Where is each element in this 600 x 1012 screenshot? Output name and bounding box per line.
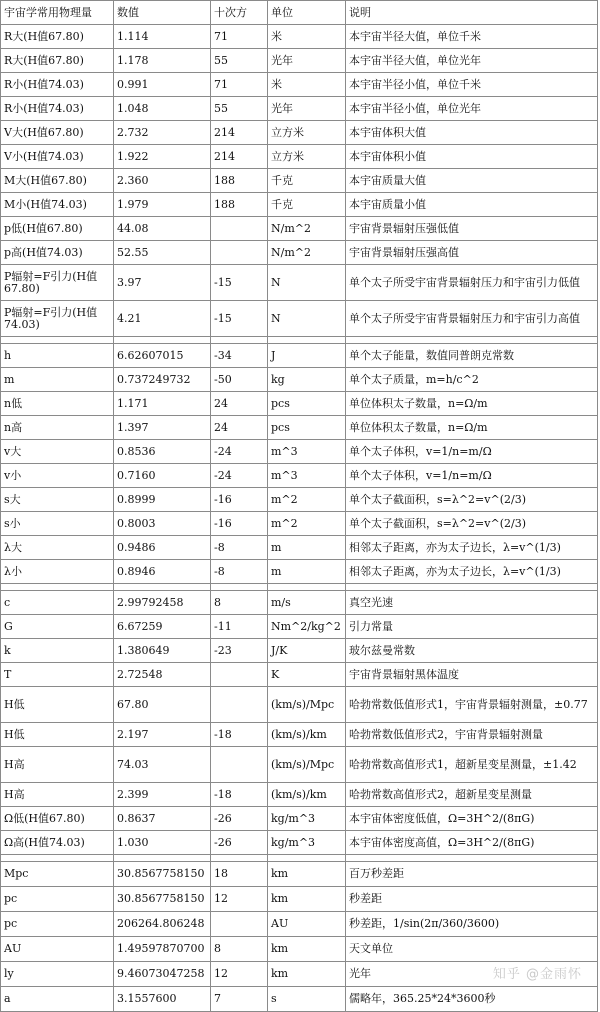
unit-cell: J/K (268, 639, 346, 663)
unit-cell: m (268, 560, 346, 584)
quantity-cell: pc (1, 887, 114, 912)
value-cell: 52.55 (114, 241, 211, 265)
description-cell: 宇宙背景辐射黑体温度 (346, 663, 598, 687)
unit-cell: kg/m^3 (268, 807, 346, 831)
value-cell: 2.197 (114, 723, 211, 747)
table-row (1, 807, 598, 831)
table-row (1, 783, 598, 807)
value-cell: 2.72548 (114, 663, 211, 687)
section-separator (1, 337, 598, 344)
table-row (1, 416, 598, 440)
unit-cell: 立方米 (268, 121, 346, 145)
description-cell: 秒差距，1/sin(2π/360/3600) (346, 912, 598, 937)
value-cell: 0.8536 (114, 440, 211, 464)
value-cell: 0.8003 (114, 512, 211, 536)
unit-cell: km (268, 862, 346, 887)
table-row (1, 25, 598, 49)
quantity-cell: k (1, 639, 114, 663)
quantity-cell: G (1, 615, 114, 639)
quantity-cell: AU (1, 937, 114, 962)
table-row (1, 723, 598, 747)
exponent-cell: -18 (211, 783, 268, 807)
value-cell: 1.048 (114, 97, 211, 121)
table-row (1, 560, 598, 584)
unit-cell: kg (268, 368, 346, 392)
table-row (1, 97, 598, 121)
value-cell: 30.8567758150 (114, 862, 211, 887)
quantity-cell: a (1, 987, 114, 1012)
value-cell: 206264.806248 (114, 912, 211, 937)
quantity-cell: Ω高(H值74.03) (1, 831, 114, 855)
unit-cell: (km/s)/km (268, 783, 346, 807)
quantity-cell: n高 (1, 416, 114, 440)
description-cell: 单个太子所受宇宙背景辐射压力和宇宙引力低值 (346, 265, 598, 301)
quantity-cell: H低 (1, 687, 114, 723)
unit-cell: (km/s)/km (268, 723, 346, 747)
unit-cell: AU (268, 912, 346, 937)
separator-cell (211, 855, 268, 862)
quantity-cell: Ω低(H值67.80) (1, 807, 114, 831)
value-cell: 2.399 (114, 783, 211, 807)
value-cell: 0.9486 (114, 536, 211, 560)
exponent-cell: 214 (211, 145, 268, 169)
watermark-text: 知乎 @金雨怀 (492, 967, 582, 982)
quantity-cell: H低 (1, 723, 114, 747)
value-cell: 2.99792458 (114, 591, 211, 615)
description-cell: 单个太子体积，v=1/n=m/Ω (346, 440, 598, 464)
quantity-cell: s大 (1, 488, 114, 512)
separator-cell (346, 855, 598, 862)
value-cell: 0.8946 (114, 560, 211, 584)
header-row (1, 1, 598, 25)
table-row (1, 169, 598, 193)
exponent-cell: 7 (211, 987, 268, 1012)
description-cell: 本宇宙质量大值 (346, 169, 598, 193)
quantity-cell: V大(H值67.80) (1, 121, 114, 145)
description-cell: 引力常量 (346, 615, 598, 639)
table-row (1, 73, 598, 97)
exponent-cell: -8 (211, 536, 268, 560)
exponent-cell (211, 747, 268, 783)
unit-cell: 米 (268, 25, 346, 49)
description-cell: 宇宙背景辐射压强低值 (346, 217, 598, 241)
value-cell: 0.991 (114, 73, 211, 97)
exponent-cell: 188 (211, 193, 268, 217)
quantity-cell: pc (1, 912, 114, 937)
table-row (1, 831, 598, 855)
exponent-cell: -23 (211, 639, 268, 663)
exponent-cell: 55 (211, 97, 268, 121)
table-row (1, 591, 598, 615)
quantity-cell: R大(H值67.80) (1, 25, 114, 49)
value-cell: 1.380649 (114, 639, 211, 663)
description-cell: 本宇宙体积大值 (346, 121, 598, 145)
table-row (1, 217, 598, 241)
table-row (1, 639, 598, 663)
unit-cell: N (268, 301, 346, 337)
header-unit: 单位 (268, 1, 346, 25)
quantity-cell: T (1, 663, 114, 687)
unit-cell: m/s (268, 591, 346, 615)
value-cell: 3.97 (114, 265, 211, 301)
value-cell: 0.8637 (114, 807, 211, 831)
separator-cell (346, 584, 598, 591)
quantity-cell: v小 (1, 464, 114, 488)
quantity-cell: R大(H值67.80) (1, 49, 114, 73)
value-cell: 67.80 (114, 687, 211, 723)
unit-cell: s (268, 987, 346, 1012)
description-cell: 本宇宙体密度高值，Ω=3H^2/(8πG) (346, 831, 598, 855)
exponent-cell: -16 (211, 512, 268, 536)
table-body (1, 25, 598, 1012)
table-row (1, 145, 598, 169)
table-row (1, 488, 598, 512)
quantity-cell: V小(H值74.03) (1, 145, 114, 169)
table-row (1, 464, 598, 488)
table-row (1, 193, 598, 217)
table-row (1, 440, 598, 464)
table-row (1, 937, 598, 962)
description-cell: 儒略年，365.25*24*3600秒 (346, 987, 598, 1012)
description-cell: 单个太子截面积，s=λ^2=v^(2/3) (346, 512, 598, 536)
separator-cell (211, 584, 268, 591)
value-cell: 1.030 (114, 831, 211, 855)
description-cell: 百万秒差距 (346, 862, 598, 887)
description-cell: 单个太子体积，v=1/n=m/Ω (346, 464, 598, 488)
exponent-cell: 55 (211, 49, 268, 73)
unit-cell: 立方米 (268, 145, 346, 169)
header-exponent: 十次方 (211, 1, 268, 25)
unit-cell: K (268, 663, 346, 687)
unit-cell: N/m^2 (268, 217, 346, 241)
description-cell: 本宇宙质量小值 (346, 193, 598, 217)
table-row (1, 265, 598, 301)
separator-cell (1, 337, 114, 344)
description-cell: 单位体积太子数量，n=Ω/m (346, 416, 598, 440)
description-cell: 本宇宙体积小值 (346, 145, 598, 169)
value-cell: 6.67259 (114, 615, 211, 639)
quantity-cell: R小(H值74.03) (1, 73, 114, 97)
exponent-cell (211, 912, 268, 937)
exponent-cell: 214 (211, 121, 268, 145)
value-cell: 44.08 (114, 217, 211, 241)
header-quantity: 宇宙学常用物理量 (1, 1, 114, 25)
separator-cell (114, 855, 211, 862)
section-separator (1, 855, 598, 862)
description-cell: 单个太子截面积，s=λ^2=v^(2/3) (346, 488, 598, 512)
table-row (1, 512, 598, 536)
unit-cell: kg/m^3 (268, 831, 346, 855)
description-cell: 本宇宙半径小值，单位光年 (346, 97, 598, 121)
quantity-cell: M大(H值67.80) (1, 169, 114, 193)
quantity-cell: p高(H值74.03) (1, 241, 114, 265)
value-cell: 3.1557600 (114, 987, 211, 1012)
quantity-cell: R小(H值74.03) (1, 97, 114, 121)
exponent-cell (211, 217, 268, 241)
exponent-cell (211, 241, 268, 265)
unit-cell: m (268, 536, 346, 560)
table-row (1, 121, 598, 145)
unit-cell: 米 (268, 73, 346, 97)
quantity-cell: p低(H值67.80) (1, 217, 114, 241)
exponent-cell: -26 (211, 807, 268, 831)
separator-cell (1, 855, 114, 862)
unit-cell: km (268, 962, 346, 987)
table-row (1, 301, 598, 337)
quantity-cell: λ大 (1, 536, 114, 560)
quantity-cell: M小(H值74.03) (1, 193, 114, 217)
exponent-cell: -34 (211, 344, 268, 368)
description-cell: 真空光速 (346, 591, 598, 615)
exponent-cell: -24 (211, 440, 268, 464)
description-cell: 秒差距 (346, 887, 598, 912)
quantity-cell: Mpc (1, 862, 114, 887)
value-cell: 30.8567758150 (114, 887, 211, 912)
value-cell: 74.03 (114, 747, 211, 783)
exponent-cell: -15 (211, 265, 268, 301)
description-cell: 单个太子能量，数值同普朗克常数 (346, 344, 598, 368)
value-cell: 4.21 (114, 301, 211, 337)
quantity-cell: λ小 (1, 560, 114, 584)
unit-cell: 光年 (268, 49, 346, 73)
unit-cell: km (268, 887, 346, 912)
description-cell: 宇宙背景辐射压强高值 (346, 241, 598, 265)
table-row (1, 615, 598, 639)
table-row (1, 663, 598, 687)
exponent-cell (211, 663, 268, 687)
table-row (1, 747, 598, 783)
exponent-cell: 188 (211, 169, 268, 193)
unit-cell: 千克 (268, 169, 346, 193)
separator-cell (346, 337, 598, 344)
table-row (1, 687, 598, 723)
header-value: 数值 (114, 1, 211, 25)
quantity-cell: v大 (1, 440, 114, 464)
exponent-cell: -16 (211, 488, 268, 512)
exponent-cell: 24 (211, 392, 268, 416)
exponent-cell: -18 (211, 723, 268, 747)
quantity-cell: H高 (1, 783, 114, 807)
description-cell: 本宇宙半径大值，单位光年 (346, 49, 598, 73)
value-cell: 1.397 (114, 416, 211, 440)
exponent-cell: 71 (211, 73, 268, 97)
value-cell: 9.46073047258 (114, 962, 211, 987)
value-cell: 1.114 (114, 25, 211, 49)
description-cell: 相邻太子距离，亦为太子边长，λ=v^(1/3) (346, 536, 598, 560)
description-cell: 本宇宙半径小值，单位千米 (346, 73, 598, 97)
table-row (1, 392, 598, 416)
table-row (1, 241, 598, 265)
exponent-cell: 12 (211, 962, 268, 987)
value-cell: 1.49597870700 (114, 937, 211, 962)
description-cell: 天文单位 (346, 937, 598, 962)
description-cell: 哈勃常数低值形式1，宇宙背景辐射测量，±0.77 (346, 687, 598, 723)
table-row (1, 368, 598, 392)
quantity-cell: ly (1, 962, 114, 987)
exponent-cell: 71 (211, 25, 268, 49)
value-cell: 1.171 (114, 392, 211, 416)
unit-cell: 光年 (268, 97, 346, 121)
separator-cell (114, 584, 211, 591)
description-cell: 本宇宙体密度低值，Ω=3H^2/(8πG) (346, 807, 598, 831)
description-cell: 单个太子所受宇宙背景辐射压力和宇宙引力高值 (346, 301, 598, 337)
quantity-cell: c (1, 591, 114, 615)
table-row (1, 862, 598, 887)
exponent-cell (211, 687, 268, 723)
description-cell: 玻尔兹曼常数 (346, 639, 598, 663)
unit-cell: N/m^2 (268, 241, 346, 265)
exponent-cell: 8 (211, 591, 268, 615)
exponent-cell: -15 (211, 301, 268, 337)
exponent-cell: 24 (211, 416, 268, 440)
unit-cell: (km/s)/Mpc (268, 747, 346, 783)
quantity-cell: n低 (1, 392, 114, 416)
separator-cell (211, 337, 268, 344)
quantity-cell: h (1, 344, 114, 368)
table-row (1, 912, 598, 937)
value-cell: 6.62607015 (114, 344, 211, 368)
exponent-cell: 8 (211, 937, 268, 962)
exponent-cell: -50 (211, 368, 268, 392)
section-separator (1, 584, 598, 591)
exponent-cell: -26 (211, 831, 268, 855)
description-cell: 相邻太子距离，亦为太子边长，λ=v^(1/3) (346, 560, 598, 584)
exponent-cell: -11 (211, 615, 268, 639)
value-cell: 0.8999 (114, 488, 211, 512)
value-cell: 1.979 (114, 193, 211, 217)
unit-cell: m^2 (268, 488, 346, 512)
exponent-cell: 12 (211, 887, 268, 912)
description-cell: 哈勃常数高值形式2，超新星变星测量 (346, 783, 598, 807)
description-cell: 单个太子质量，m=h/c^2 (346, 368, 598, 392)
description-cell: 本宇宙半径大值，单位千米 (346, 25, 598, 49)
unit-cell: N (268, 265, 346, 301)
quantity-cell: s小 (1, 512, 114, 536)
quantity-cell: P辐射=F引力(H值67.80) (1, 265, 114, 301)
unit-cell: m^3 (268, 440, 346, 464)
table-row (1, 344, 598, 368)
value-cell: 0.737249732 (114, 368, 211, 392)
separator-cell (1, 584, 114, 591)
quantity-cell: m (1, 368, 114, 392)
unit-cell: km (268, 937, 346, 962)
exponent-cell: 18 (211, 862, 268, 887)
table-row (1, 536, 598, 560)
description-cell: 光年 (346, 962, 598, 987)
unit-cell: pcs (268, 416, 346, 440)
unit-cell: J (268, 344, 346, 368)
unit-cell: m^2 (268, 512, 346, 536)
unit-cell: m^3 (268, 464, 346, 488)
table-row (1, 887, 598, 912)
table-row (1, 49, 598, 73)
table-row (1, 987, 598, 1012)
exponent-cell: -8 (211, 560, 268, 584)
value-cell: 0.7160 (114, 464, 211, 488)
separator-cell (268, 337, 346, 344)
description-cell: 哈勃常数低值形式2，宇宙背景辐射测量 (346, 723, 598, 747)
value-cell: 2.360 (114, 169, 211, 193)
quantity-cell: P辐射=F引力(H值74.03) (1, 301, 114, 337)
unit-cell: 千克 (268, 193, 346, 217)
separator-cell (268, 584, 346, 591)
header-description: 说明 (346, 1, 598, 25)
unit-cell: pcs (268, 392, 346, 416)
separator-cell (268, 855, 346, 862)
value-cell: 1.922 (114, 145, 211, 169)
value-cell: 2.732 (114, 121, 211, 145)
unit-cell: Nm^2/kg^2 (268, 615, 346, 639)
value-cell: 1.178 (114, 49, 211, 73)
quantity-cell: H高 (1, 747, 114, 783)
separator-cell (114, 337, 211, 344)
exponent-cell: -24 (211, 464, 268, 488)
description-cell: 单位体积太子数量，n=Ω/m (346, 392, 598, 416)
unit-cell: (km/s)/Mpc (268, 687, 346, 723)
description-cell: 哈勃常数高值形式1，超新星变星测量，±1.42 (346, 747, 598, 783)
